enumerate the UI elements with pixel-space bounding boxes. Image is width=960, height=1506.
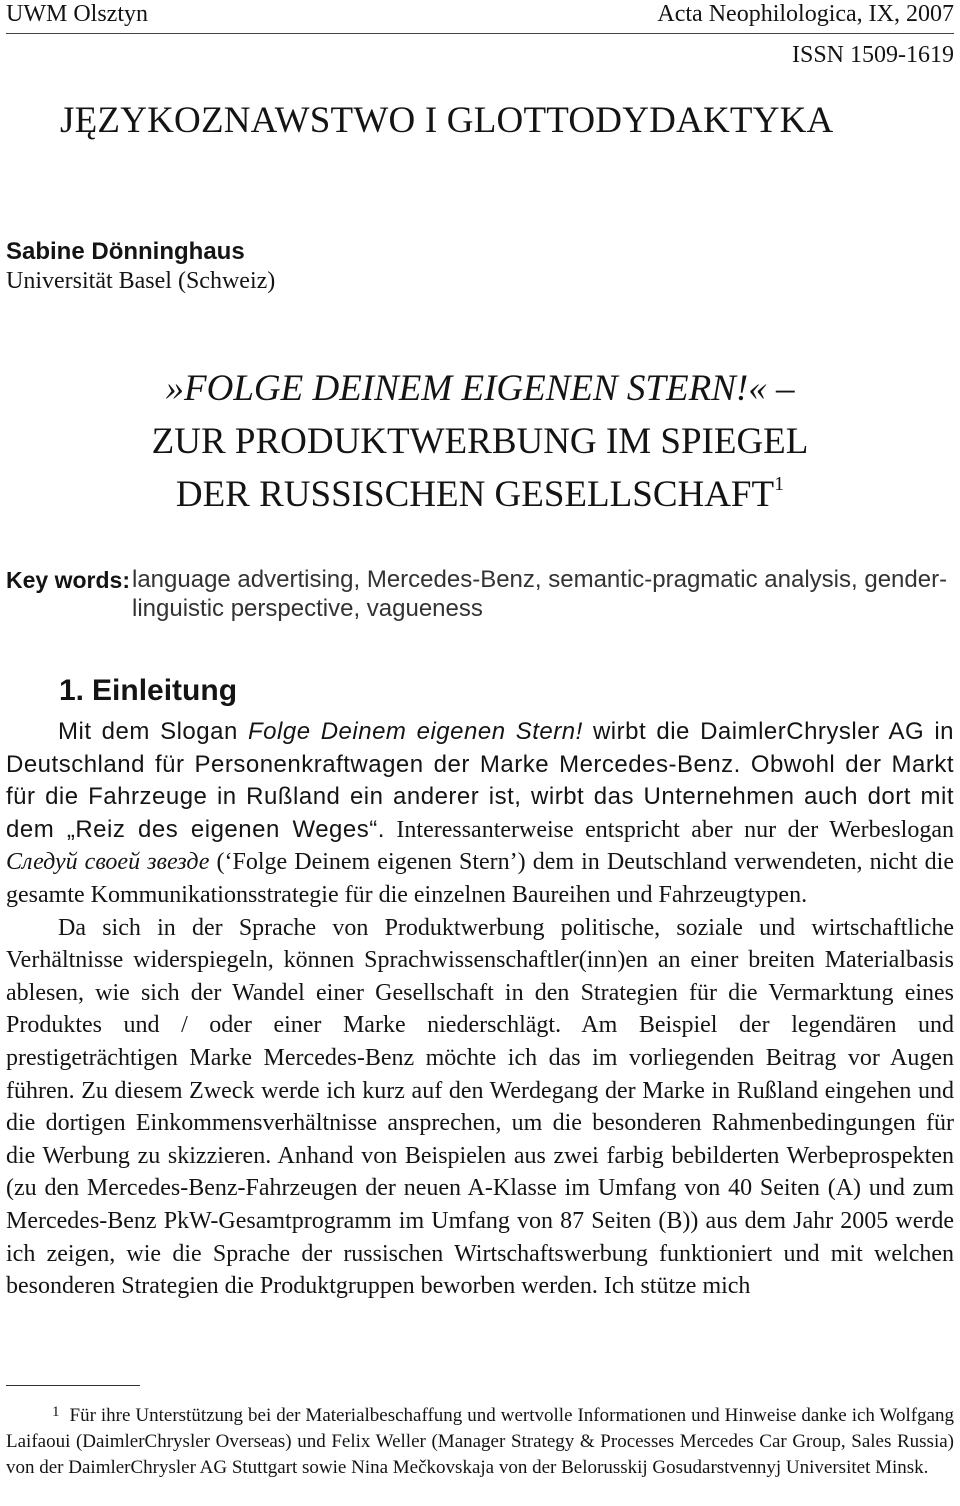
p1-serif-text: Interessanterweise entspricht aber nur der Werbeslogan — [384, 816, 954, 843]
keywords-text: language advertising, Mercedes-Benz, semantic-pragmatic analysis, gender-linguistic perspective, vagueness — [132, 566, 948, 622]
section-heading-text: Einleitung — [92, 674, 238, 707]
article-title-line-2: ZUR PRODUKTWERBUNG IM SPIEGEL — [151, 421, 809, 462]
article-title-line-3 — [0, 468, 960, 521]
issn: ISSN 1509-1619 — [791, 42, 954, 68]
footnote-rule — [6, 1385, 140, 1386]
footnote-mark: 1 — [52, 1404, 60, 1420]
slogan-russian: Следуй своей звезде — [6, 849, 210, 876]
slogan-german: Folge Deinem eigenen Stern! — [248, 718, 583, 745]
body-text — [6, 716, 954, 1303]
section-title: JĘZYKOZNAWSTWO I GLOTTODYDAKTYKA — [60, 100, 834, 141]
running-header-journal: Acta Neophilologica, IX, 2007 — [657, 1, 954, 27]
article-title-line-3-text: DER RUSSISCHEN GESELLSCHAFT — [175, 474, 775, 515]
section-number: 1. — [59, 674, 85, 707]
header-rule — [6, 33, 954, 34]
article-title-line-1: »FOLGE DEINEM EIGENEN STERN!« – — [165, 368, 795, 409]
author-affiliation: Universität Basel (Schweiz) — [6, 268, 276, 294]
section-heading — [59, 674, 237, 708]
footnote — [6, 1403, 954, 1481]
p1-sans-text: wirbt die DaimlerChrysler AG in Deutschland für Personenkraftwagen der Marke Mercedes-Benz. Obwohl der Markt für die Fahrzeuge in Rußland ein anderer ist, wirbt das Unternehmen auch dort mit dem „Reiz des eigenen Weges“. — [6, 718, 955, 843]
running-header-publisher: UWM Olsztyn — [6, 1, 148, 27]
article-title — [0, 362, 960, 521]
p1-closing-text: (‘Folge Deinem eigenen Stern’) dem in Deutschland verwendeten, nicht die gesamte Kommunikationsstrategie für die einzelnen Baureihen und Fahrzeugtypen. — [6, 849, 954, 908]
title-footnote-mark[interactable]: 1 — [774, 473, 785, 495]
keywords-label: Key words: — [6, 567, 130, 593]
paragraph-1 — [6, 716, 954, 912]
p1-intro: Mit dem Slogan — [58, 718, 248, 745]
footnote-text: Für ihre Unterstützung bei der Materialbeschaffung und wertvolle Informationen und Hinweise danke ich Wolfgang Laifaoui (DaimlerChrysler Overseas) und Felix Weller (Manager Strategy & Processes Mercedes Car Group, Sales Russia) von der DaimlerChrysler AG Stuttgart sowie Nina Mečkovskaja von der Belorusskij Gosudarstvennyj Universitet Minsk. — [6, 1405, 954, 1478]
author-name: Sabine Dönninghaus — [6, 238, 245, 265]
paragraph-2: Da sich in der Sprache von Produktwerbung politische, soziale und wirtschaftliche Verhältnisse widerspiegeln, können Sprachwissenschaftler(inn)en an einer breiten Materialbasis ablesen, wie sich der Wandel einer Gesellschaft in den Strategien für die Vermarktung eines Produktes und / oder einer Marke niederschlägt. Am Beispiel der legendären und prestigeträchtigen Marke Mercedes-Benz möchte ich das im vorliegenden Beitrag vor Augen führen. Zu diesem Zweck werde ich kurz auf den Werdegang der Marke in Rußland eingehen und die dortigen Einkommensverhältnisse ansprechen, um die besonderen Rahmenbedingungen für die Werbung zu skizzieren. Anhand von Beispielen aus zwei farbig bebilderten Werbeprospekten (zu den Mercedes-Benz-Fahrzeugen der neuen A-Klasse im Umfang von 40 Seiten (A) und zum Mercedes-Benz PkW-Gesamtprogramm im Umfang von 87 Seiten (B)) aus dem Jahr 2005 werde ich zeigen, wie die Sprache der russischen Wirtschaftswerbung funktioniert und mit welchen besonderen Strategien die Produktgruppen beworben werden. Ich stütze mich — [6, 914, 954, 1300]
